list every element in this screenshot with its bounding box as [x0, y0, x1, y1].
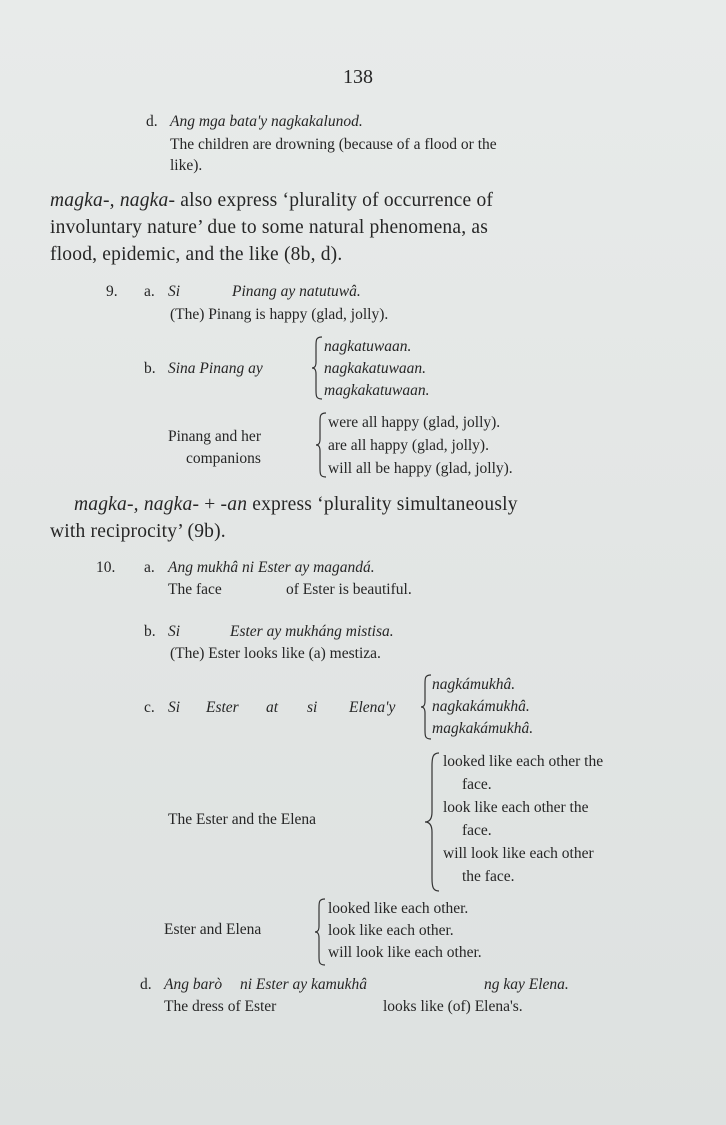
example-tagalog: Ang mukhâ ni Ester ay magandá.: [168, 559, 375, 576]
example-label: a.: [144, 559, 155, 576]
example-tagalog: Pinang ay natutuwâ.: [232, 283, 361, 300]
example-number: 9.: [106, 283, 118, 300]
example-tagalog: Ang mga bata'y nagkakalunod.: [170, 113, 363, 130]
verb-form: nagkakatuwaan.: [324, 360, 427, 377]
example-number: 10.: [96, 559, 116, 576]
example-tagalog: Si: [168, 623, 181, 640]
gloss-line: face.: [462, 822, 492, 839]
example-gloss: The dress of Ester: [164, 998, 277, 1015]
example-tagalog: Ester: [206, 699, 239, 716]
example-gloss: (The) Ester looks like (a) mestiza.: [170, 645, 381, 662]
gloss-line: will look like each other.: [328, 944, 482, 961]
example-tagalog: at: [266, 699, 279, 716]
gloss-line: are all happy (glad, jolly).: [328, 437, 489, 454]
gloss-line: look like each other the: [443, 799, 589, 816]
gloss-line: were all happy (glad, jolly).: [328, 414, 501, 431]
example-label: c.: [144, 699, 155, 716]
example-gloss: The children are drowning (because of a flood or the: [170, 136, 497, 153]
page-number: 138: [343, 66, 373, 88]
example-tagalog: Si: [168, 283, 181, 300]
example-gloss: The face: [168, 581, 222, 598]
verb-form: magkakatuwaan.: [324, 382, 430, 399]
example-label: d.: [140, 976, 152, 993]
curly-brace: [311, 336, 323, 400]
verb-form: nagkatuwaan.: [324, 338, 412, 355]
gloss-line: look like each other.: [328, 922, 454, 939]
gloss-subject: Ester and Elena: [164, 921, 262, 938]
example-label: d.: [146, 113, 158, 130]
paragraph-line: flood, epidemic, and the like (8b, d).: [50, 244, 343, 265]
example-tagalog: ng kay Elena.: [484, 976, 569, 993]
gloss-subject: Pinang and her: [168, 428, 261, 445]
gloss-line: will look like each other: [443, 845, 594, 862]
example-tagalog: Ang barò: [164, 976, 223, 993]
verb-form: nagkakámukhâ.: [432, 698, 530, 715]
gloss-subject: companions: [186, 450, 261, 467]
example-tagalog: Ester ay mukháng mistisa.: [230, 623, 394, 640]
curly-brace: [420, 674, 432, 740]
paragraph-line: with reciprocity’ (9b).: [50, 521, 226, 542]
example-gloss: (The) Pinang is happy (glad, jolly).: [170, 306, 389, 323]
paragraph-line: involuntary nature’ due to some natural phenomena, as: [50, 217, 489, 238]
example-tagalog: Si: [168, 699, 181, 716]
gloss-line: face.: [462, 776, 492, 793]
example-tagalog: ni Ester ay kamukhâ: [240, 976, 367, 993]
gloss-line: looked like each other.: [328, 900, 469, 917]
example-gloss: looks like (of) Elena's.: [383, 998, 523, 1015]
paragraph-line: magka-, nagka- also express ‘plurality of occurrence of: [50, 190, 494, 211]
verb-form: nagkámukhâ.: [432, 676, 516, 693]
example-tagalog: Elena'y: [349, 699, 396, 716]
gloss-line: will all be happy (glad, jolly).: [328, 460, 513, 477]
gloss-line: looked like each other the: [443, 753, 604, 770]
example-gloss: of Ester is beautiful.: [286, 581, 412, 598]
example-gloss: like).: [170, 157, 203, 174]
example-label: a.: [144, 283, 155, 300]
verb-form: magkakámukhâ.: [432, 720, 534, 737]
example-label: b.: [144, 360, 156, 377]
gloss-subject: The Ester and the Elena: [168, 811, 317, 828]
gloss-line: the face.: [462, 868, 515, 885]
example-tagalog: Sina Pinang ay: [168, 360, 263, 377]
example-label: b.: [144, 623, 156, 640]
curly-brace: [314, 898, 326, 966]
paragraph-line: magka-, nagka- + -an express ‘plurality simultaneously: [74, 494, 518, 515]
curly-brace: [315, 412, 327, 478]
curly-brace: [424, 752, 440, 892]
example-tagalog: si: [307, 699, 318, 716]
